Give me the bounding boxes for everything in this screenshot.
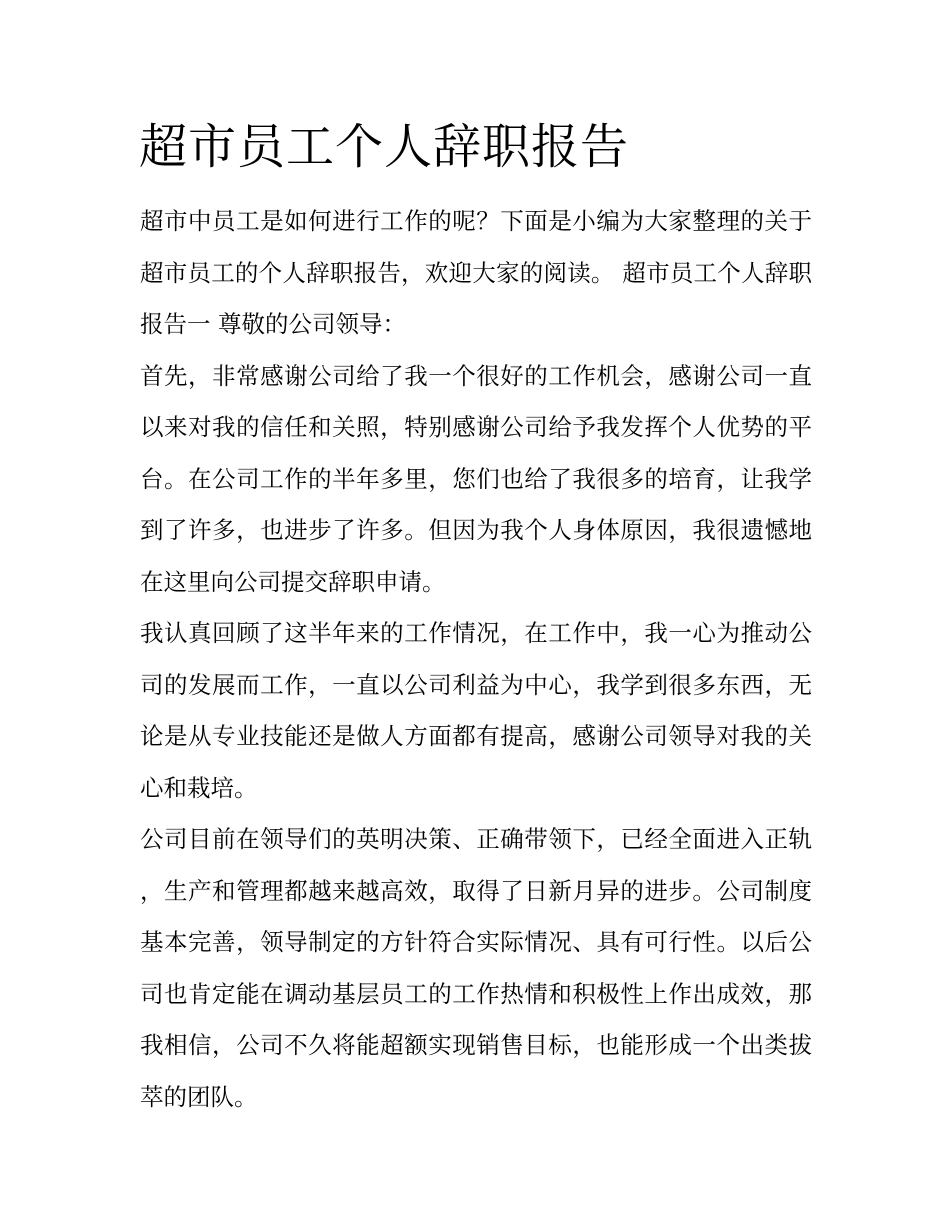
- document-title: 超市员工个人辞职报告: [139, 119, 630, 175]
- paragraph-review: 我认真回顾了这半年来的工作情况，在工作中，我一心为推动公司的发展而工作，一直以公司利益为中心，我学到很多东西，无论是从专业技能还是做人方面都有提高，感谢公司领导对我的关心和栽培。: [140, 619, 812, 802]
- paragraph-company-outlook: 公司目前在领导们的英明决策、正确带领下，已经全面进入正轨，生产和管理都越来越高效，取得了日新月异的进步。公司制度基本完善，领导制定的方针符合实际情况、具有可行性。以后公司也肯定能在调动基层员工的工作热情和积极性上作出成效，那我相信，公司不久将能超额实现销售目标，也能形成一个出类拔萃的团队。: [140, 825, 812, 1111]
- document-body: [140, 196, 812, 1123]
- paragraph-gratitude: 首先，非常感谢公司给了我一个很好的工作机会，感谢公司一直以来对我的信任和关照，特别感谢公司给予我发挥个人优势的平台。在公司工作的半年多里，您们也给了我很多的培育，让我学到了许多，也进步了许多。但因为我个人身体原因，我很遗憾地在这里向公司提交辞职申请。: [140, 361, 812, 596]
- paragraph-intro: 超市中员工是如何进行工作的呢？下面是小编为大家整理的关于超市员工的个人辞职报告，欢迎大家的阅读。 超市员工个人辞职报告一 尊敬的公司领导：: [140, 207, 812, 338]
